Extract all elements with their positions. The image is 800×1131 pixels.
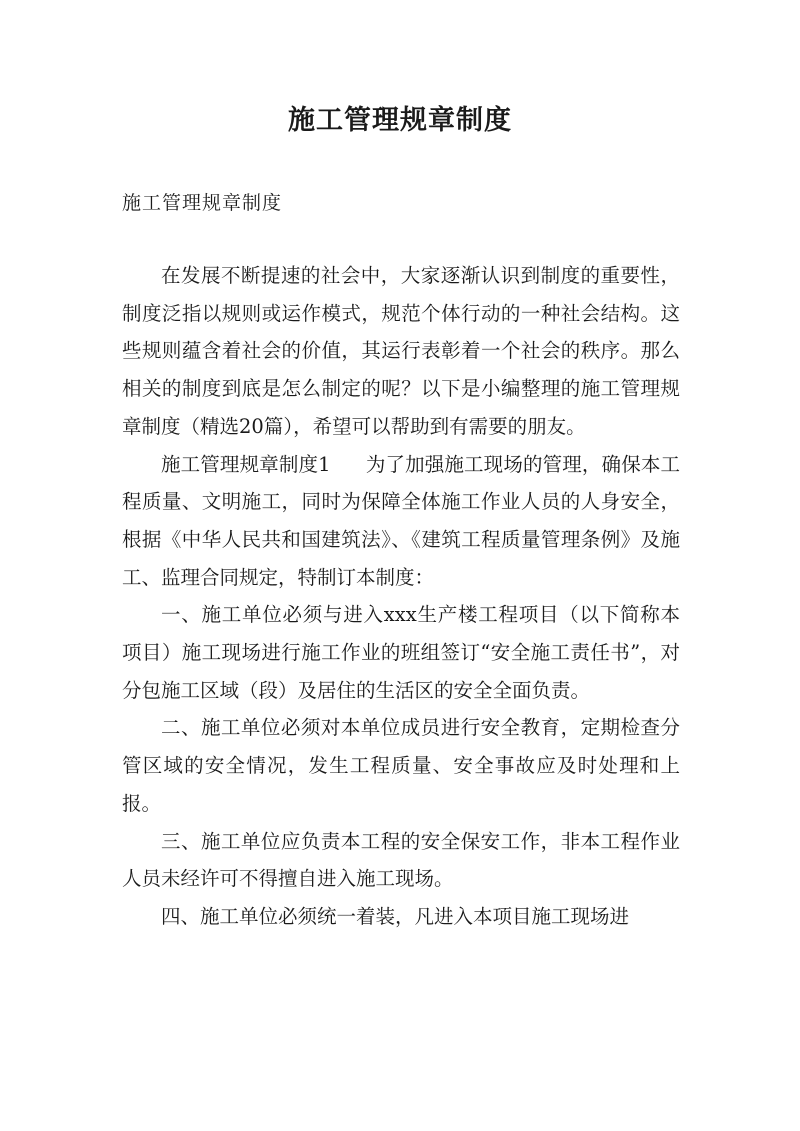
list-item: 三、施工单位应负责本工程的安全保安工作，非本工程作业人员未经许可不得擅自进入施工现场。 — [122, 829, 680, 891]
intro-paragraph: 在发展不断提速的社会中，大家逐渐认识到制度的重要性，制度泛指以规则或运作模式，规范个体行动的一种社会结构。这些规则蕴含着社会的价值，其运行表彰着一个社会的秩序。那么相关的制度到底是怎么制定的呢？以下是小编整理的施工管理规章制度（精选20篇），希望可以帮助到有需要的朋友。 — [122, 264, 680, 438]
list-item: 一、施工单位必须与进入xxx生产楼工程项目（以下简称本项目）施工现场进行施工作业的班组签订“安全施工责任书”，对分包施工区域（段）及居住的生活区的安全全面负责。 — [122, 603, 680, 702]
list-item: 四、施工单位必须统一着装，凡进入本项目施工现场进 — [161, 904, 630, 928]
section-text: 为了加强施工现场的管理，确保本工程质量、文明施工，同时为保障全体施工作业人员的人身安全，根据《中华人民共和国建筑法》、《建筑工程质量管理条例》及施工、监理合同规定，特制订本制度： — [122, 452, 680, 589]
document-subtitle: 施工管理规章制度 — [122, 192, 283, 214]
section-paragraph — [122, 446, 680, 597]
document-title: 施工管理规章制度 — [288, 105, 512, 136]
list-item: 二、施工单位必须对本单位成员进行安全教育，定期检查分管区域的安全情况，发生工程质量、安全事故应及时处理和上报。 — [122, 716, 680, 815]
document-body — [122, 257, 680, 936]
section-heading: 施工管理规章制度1 — [161, 452, 331, 476]
